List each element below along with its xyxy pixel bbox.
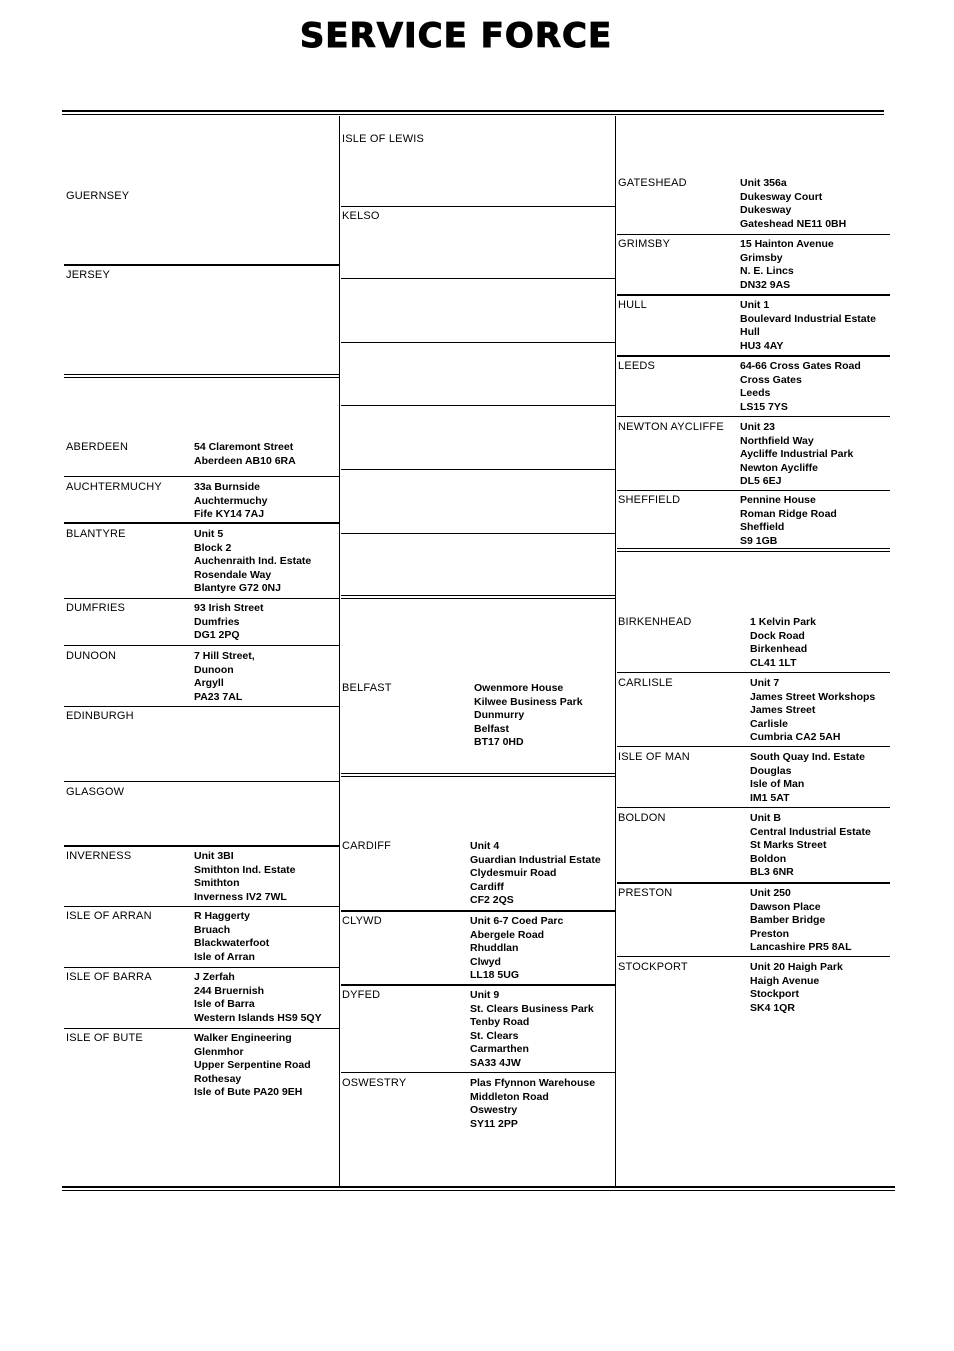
address-line: Bamber Bridge [750, 914, 826, 927]
address-line: PA23 7AL [194, 690, 243, 703]
address-line: HU3 4AY [740, 339, 784, 352]
address-hull [740, 299, 876, 353]
section-divider [617, 548, 890, 552]
address-line: Tenby Road [470, 1016, 530, 1029]
address-line: Clwyd [470, 955, 501, 968]
address-line: Boldon [750, 852, 787, 865]
row-divider [64, 264, 339, 266]
address-dyfed [470, 989, 594, 1071]
address-line: DG1 2PQ [194, 629, 240, 642]
address-carlisle [750, 677, 875, 745]
address-line: LL18 5UG [470, 969, 520, 982]
city-dunoon: DUNOON [66, 650, 117, 662]
address-line: Unit 1 [740, 299, 770, 311]
address-line: Gateshead NE11 0BH [740, 217, 847, 230]
address-line: Dunoon [194, 663, 234, 676]
address-line: DL5 6EJ [740, 475, 782, 488]
address-line: Plas Ffynnon Warehouse [470, 1077, 596, 1089]
city-isle-of-man: ISLE OF MAN [618, 751, 690, 763]
address-line: Haigh Avenue [750, 974, 820, 987]
section-divider [341, 595, 615, 599]
address-line: Dukesway Court [740, 190, 823, 203]
address-belfast [474, 682, 583, 750]
address-line: Stockport [750, 988, 800, 1001]
address-line: 64-66 Cross Gates Road [740, 360, 861, 372]
city-gateshead: GATESHEAD [618, 177, 687, 189]
address-line: Unit 9 [470, 989, 500, 1001]
address-stockport [750, 961, 843, 1015]
address-line: SA33 4JW [470, 1056, 521, 1069]
address-line: Guardian Industrial Estate [470, 853, 601, 866]
address-inverness [194, 850, 296, 904]
address-line: Smithton Ind. Estate [194, 863, 296, 876]
address-isle-of-bute [194, 1032, 311, 1100]
address-line: Rothesay [194, 1072, 242, 1085]
address-line: Sheffield [740, 521, 785, 534]
address-line: Middleton Road [470, 1090, 549, 1103]
address-line: Boulevard Industrial Estate [740, 312, 876, 325]
address-line: St. Clears Business Park [470, 1002, 594, 1015]
address-line: Unit 6-7 Coed Parc [470, 915, 564, 927]
address-newton-aycliffe [740, 421, 853, 489]
address-line: Kilwee Business Park [474, 695, 583, 708]
city-aberdeen: ABERDEEN [66, 441, 129, 453]
row-divider [64, 1028, 339, 1029]
address-line: Glenmhor [194, 1045, 244, 1058]
row-divider [64, 522, 339, 524]
city-dumfries: DUMFRIES [66, 602, 126, 614]
row-divider [64, 476, 339, 477]
address-line: South Quay Ind. Estate [750, 751, 865, 763]
address-line: Rosendale Way [194, 568, 272, 581]
address-line: 33a Burnside [194, 481, 260, 493]
address-preston [750, 887, 852, 955]
address-line: Carlisle [750, 717, 788, 730]
city-belfast: BELFAST [342, 682, 392, 694]
column-divider-1 [339, 116, 340, 1186]
row-divider [617, 672, 890, 673]
address-line: Block 2 [194, 541, 232, 554]
address-line: 93 Irish Street [194, 602, 264, 614]
row-divider [617, 416, 890, 417]
address-line: Owenmore House [474, 682, 564, 694]
address-birkenhead [750, 616, 816, 670]
address-line: Aycliffe Industrial Park [740, 448, 854, 461]
address-clywd [470, 915, 563, 983]
row-divider [341, 910, 615, 912]
logo-text: SERVICE FORCE [299, 16, 613, 56]
row-divider [64, 645, 339, 646]
address-line: Lancashire PR5 8AL [750, 941, 852, 954]
city-isle-of-lewis: ISLE OF LEWIS [342, 133, 425, 145]
address-line: Unit B [750, 812, 781, 824]
address-line: St Marks Street [750, 839, 827, 852]
address-blantyre [194, 528, 311, 596]
address-line: DN32 9AS [740, 278, 791, 291]
address-line: 15 Hainton Avenue [740, 238, 834, 250]
top-rule [62, 110, 884, 115]
row-divider [64, 906, 339, 907]
section-divider [341, 773, 615, 777]
address-line: N. E. Lincs [740, 265, 794, 278]
address-line: BT17 0HD [474, 736, 524, 749]
section-divider [64, 374, 339, 378]
address-line: Western Islands HS9 5QY [194, 1011, 322, 1024]
address-line: Smithton [194, 877, 240, 890]
city-isle-of-bute: ISLE OF BUTE [66, 1032, 143, 1044]
row-divider [341, 533, 615, 534]
address-line: Unit 23 [740, 421, 776, 433]
row-divider [617, 807, 890, 808]
address-line: Dunmurry [474, 709, 525, 722]
city-carlisle: CARLISLE [618, 677, 673, 689]
address-line: Auchtermuchy [194, 494, 268, 507]
address-dumfries [194, 602, 263, 643]
address-line: J Zerfah [194, 971, 235, 983]
address-line: Isle of Man [750, 778, 805, 791]
address-line: Unit 3BI [194, 850, 234, 862]
address-line: Newton Aycliffe [740, 461, 818, 474]
address-line: Blantyre G72 0NJ [194, 582, 281, 595]
address-grimsby [740, 238, 834, 292]
column-divider-2 [615, 116, 616, 1186]
address-line: Dukesway [740, 204, 792, 217]
address-line: Clydesmuir Road [470, 867, 557, 880]
address-line: Preston [750, 927, 790, 940]
row-divider [617, 355, 890, 357]
address-gateshead [740, 177, 846, 231]
address-line: Fife KY14 7AJ [194, 508, 265, 521]
address-line: Argyll [194, 677, 224, 690]
address-line: SK4 1QR [750, 1001, 795, 1014]
address-line: Central Industrial Estate [750, 825, 871, 838]
address-line: St. Clears [470, 1029, 519, 1042]
address-cardiff [470, 840, 601, 908]
row-divider [64, 967, 339, 968]
city-preston: PRESTON [618, 887, 673, 899]
address-line: Leeds [740, 387, 771, 400]
row-divider [341, 405, 615, 406]
address-line: Blackwaterfoot [194, 937, 270, 950]
row-divider [64, 781, 339, 782]
address-line: James Street [750, 704, 816, 717]
address-auchtermuchy [194, 481, 268, 522]
address-line: 1 Kelvin Park [750, 616, 816, 628]
address-isle-of-barra [194, 971, 322, 1025]
address-line: CL41 1LT [750, 656, 797, 669]
row-divider [617, 294, 890, 296]
row-divider [617, 882, 890, 884]
address-line: IM1 5AT [750, 791, 790, 804]
address-line: Cardiff [470, 880, 504, 893]
address-line: Dumfries [194, 615, 240, 628]
address-isle-of-man [750, 751, 865, 805]
row-divider [64, 845, 339, 847]
address-line: Isle of Arran [194, 950, 255, 963]
city-sheffield: SHEFFIELD [618, 494, 681, 506]
city-glasgow: GLASGOW [66, 786, 125, 798]
address-line: Auchenraith Ind. Estate [194, 555, 312, 568]
city-oswestry: OSWESTRY [342, 1077, 407, 1089]
row-divider [617, 234, 890, 235]
address-line: Birkenhead [750, 643, 808, 656]
address-line: Pennine House [740, 494, 816, 506]
address-leeds [740, 360, 861, 414]
address-line: Upper Serpentine Road [194, 1059, 311, 1072]
city-grimsby: GRIMSBY [618, 238, 671, 250]
address-line: Unit 356a [740, 177, 787, 189]
city-edinburgh: EDINBURGH [66, 710, 134, 722]
row-divider [341, 206, 615, 207]
city-hull: HULL [618, 299, 647, 311]
address-line: Isle of Bute PA20 9EH [194, 1086, 303, 1099]
address-line: S9 1GB [740, 534, 778, 547]
address-line: R Haggerty [194, 910, 251, 922]
city-clywd: CLYWD [342, 915, 382, 927]
address-line: Cumbria CA2 5AH [750, 731, 841, 744]
city-stockport: STOCKPORT [618, 961, 688, 973]
address-line: Inverness IV2 7WL [194, 890, 287, 903]
address-line: Cross Gates [740, 373, 802, 386]
address-line: Abergele Road [470, 928, 545, 941]
address-line: Isle of Barra [194, 998, 255, 1011]
row-divider [64, 706, 339, 707]
address-line: LS15 7YS [740, 400, 788, 413]
service-force-logo [248, 18, 664, 54]
city-leeds: LEEDS [618, 360, 656, 372]
address-line: Unit 250 [750, 887, 791, 899]
city-kelso: KELSO [342, 210, 380, 222]
address-line: Bruach [194, 923, 231, 936]
city-dyfed: DYFED [342, 989, 381, 1001]
address-line: Unit 7 [750, 677, 780, 689]
address-line: Dawson Place [750, 900, 821, 913]
address-line: CF2 2QS [470, 894, 514, 907]
address-line: Dock Road [750, 629, 805, 642]
row-divider [341, 342, 615, 343]
city-jersey: JERSEY [66, 269, 110, 281]
bottom-rule [62, 1186, 895, 1191]
address-line: 244 Bruernish [194, 984, 265, 997]
address-line: 7 Hill Street, [194, 650, 255, 662]
address-line: Belfast [474, 722, 510, 735]
address-line: Northfield Way [740, 434, 814, 447]
row-divider [341, 1072, 615, 1073]
row-divider [64, 598, 339, 599]
address-line: Unit 20 Haigh Park [750, 961, 843, 973]
address-line: Carmarthen [470, 1043, 529, 1056]
address-line: Rhuddlan [470, 942, 519, 955]
city-newton-aycliffe: NEWTON AYCLIFFE [618, 421, 724, 433]
city-guernsey: GUERNSEY [66, 190, 130, 202]
row-divider [617, 956, 890, 957]
address-isle-of-arran [194, 910, 269, 964]
city-isle-of-arran: ISLE OF ARRAN [66, 910, 152, 922]
city-birkenhead: BIRKENHEAD [618, 616, 692, 628]
address-line: Unit 5 [194, 528, 224, 540]
city-isle-of-barra: ISLE OF BARRA [66, 971, 152, 983]
city-blantyre: BLANTYRE [66, 528, 126, 540]
address-line: SY11 2PP [470, 1117, 518, 1130]
city-cardiff: CARDIFF [342, 840, 392, 852]
address-line: Roman Ridge Road [740, 507, 837, 520]
address-aberdeen [194, 441, 296, 468]
row-divider [341, 469, 615, 470]
address-line: BL3 6NR [750, 866, 794, 879]
address-boldon [750, 812, 871, 880]
address-line: Oswestry [470, 1104, 518, 1117]
address-sheffield [740, 494, 837, 548]
address-line: Walker Engineering [194, 1032, 292, 1044]
row-divider [617, 490, 890, 491]
address-line: Douglas [750, 764, 792, 777]
city-boldon: BOLDON [618, 812, 666, 824]
address-dunoon [194, 650, 255, 704]
row-divider [341, 984, 615, 986]
address-line: Aberdeen AB10 6RA [194, 454, 296, 467]
city-inverness: INVERNESS [66, 850, 132, 862]
city-auchtermuchy: AUCHTERMUCHY [66, 481, 162, 493]
row-divider [617, 746, 890, 747]
address-line: James Street Workshops [750, 690, 876, 703]
address-line: Unit 4 [470, 840, 500, 852]
address-line: Grimsby [740, 251, 783, 264]
address-oswestry [470, 1077, 595, 1131]
address-line: 54 Claremont Street [194, 441, 294, 453]
row-divider [341, 278, 615, 279]
address-line: Hull [740, 326, 760, 339]
